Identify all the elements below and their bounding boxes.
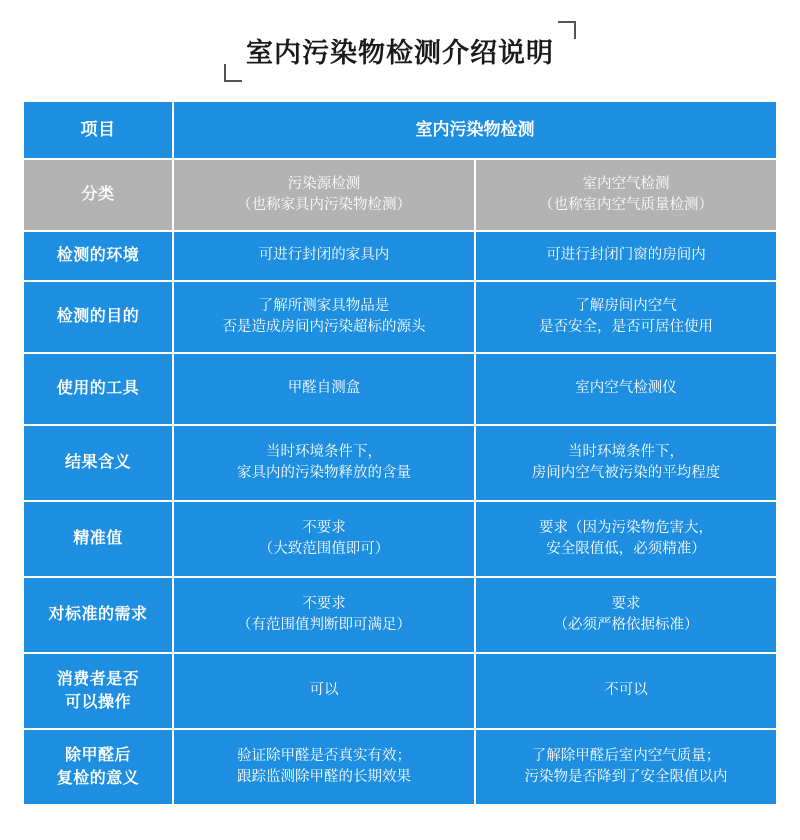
row-label-tools: 使用的工具 xyxy=(24,354,172,424)
cell-environment-col1 xyxy=(174,232,474,280)
header-row-label: 项目 xyxy=(24,102,172,158)
cell-line: 可以 xyxy=(309,682,339,699)
row-label-standard-need: 对标准的需求 xyxy=(24,578,172,652)
row-label-line: 可以操作 xyxy=(64,694,131,711)
cell-environment-col2 xyxy=(476,232,776,280)
title-decorated xyxy=(224,27,576,74)
cell-line: 污染物是否降到了安全限值以内 xyxy=(524,769,728,785)
table-row xyxy=(24,160,776,230)
cell-result-meaning-col1 xyxy=(174,426,474,500)
cell-tools-col2 xyxy=(476,354,776,424)
cell-standard-need-col2 xyxy=(476,578,776,652)
cell-recheck-meaning-col2 xyxy=(476,730,776,804)
comparison-table xyxy=(22,100,778,806)
corner-bracket-bottom-left-icon xyxy=(224,64,242,82)
corner-bracket-top-right-icon xyxy=(558,21,576,39)
table-row xyxy=(24,654,776,728)
cell-line: （必须严格依据标准） xyxy=(553,617,699,633)
cell-line: 跟踪监测除甲醛的长期效果 xyxy=(237,769,411,785)
cell-line: 是否安全，是否可居住使用 xyxy=(539,319,713,335)
cell-accuracy-col2 xyxy=(476,502,776,576)
cell-line: 验证除甲醛是否真实有效； xyxy=(237,747,411,764)
cell-line: 当时环境条件下， xyxy=(568,443,684,460)
cell-line: （也称室内空气质量检测） xyxy=(539,197,713,213)
table-row xyxy=(24,354,776,424)
cell-line: 安全限值低，必须精准） xyxy=(546,541,706,557)
cell-line: 了解房间内空气 xyxy=(575,297,677,314)
cell-line: 污染源检测 xyxy=(287,175,361,192)
cell-line: 不可以 xyxy=(604,682,648,699)
cell-classification-col1 xyxy=(174,160,474,230)
table-row xyxy=(24,232,776,280)
cell-line: 可进行封闭门窗的房间内 xyxy=(546,247,706,264)
row-label-environment: 检测的环境 xyxy=(24,232,172,280)
header-merged-label: 室内污染物检测 xyxy=(174,102,776,158)
cell-line: 要求 xyxy=(611,595,641,612)
table-row xyxy=(24,578,776,652)
row-label-purpose: 检测的目的 xyxy=(24,282,172,352)
table-row xyxy=(24,730,776,804)
table-row xyxy=(24,502,776,576)
cell-classification-col2 xyxy=(476,160,776,230)
cell-line: 室内空气检测仪 xyxy=(575,380,677,397)
cell-line: 室内空气检测 xyxy=(582,175,670,192)
cell-consumer-operable-col2 xyxy=(476,654,776,728)
cell-line: 不要求 xyxy=(302,519,346,536)
cell-line: 房间内空气被污染的平均程度 xyxy=(531,465,721,481)
cell-purpose-col2 xyxy=(476,282,776,352)
cell-line: 了解除甲醛后室内空气质量； xyxy=(531,747,721,764)
row-label-classification: 分类 xyxy=(24,160,172,230)
table-header-row xyxy=(24,102,776,158)
row-label-result-meaning: 结果含义 xyxy=(24,426,172,500)
cell-line: （大致范围值即可） xyxy=(258,541,390,557)
row-label-accuracy: 精准值 xyxy=(24,502,172,576)
cell-line: 甲醛自测盒 xyxy=(287,380,361,397)
title-text: 室内污染物检测介绍说明 xyxy=(246,37,554,68)
table-row xyxy=(24,282,776,352)
table-row xyxy=(24,426,776,500)
cell-line: 可进行封闭的家具内 xyxy=(258,247,390,264)
cell-line: 家具内的污染物释放的含量 xyxy=(237,465,411,481)
row-label-line: 除甲醛后 xyxy=(64,746,131,764)
row-label-line: 复检的意义 xyxy=(56,770,140,787)
cell-result-meaning-col2 xyxy=(476,426,776,500)
cell-line: （也称家具内污染物检测） xyxy=(237,197,411,213)
cell-consumer-operable-col1 xyxy=(174,654,474,728)
cell-accuracy-col1 xyxy=(174,502,474,576)
row-label-recheck-meaning xyxy=(24,730,172,804)
row-label-consumer-operable xyxy=(24,654,172,728)
cell-standard-need-col1 xyxy=(174,578,474,652)
comparison-table-wrapper xyxy=(0,100,800,806)
row-label-line: 消费者是否 xyxy=(56,670,140,688)
cell-line: 当时环境条件下， xyxy=(266,443,382,460)
cell-purpose-col1 xyxy=(174,282,474,352)
cell-line: 要求（因为污染物危害大， xyxy=(539,519,713,536)
cell-line: （有范围值判断即可满足） xyxy=(237,617,411,633)
cell-line: 不要求 xyxy=(302,595,346,612)
page-title xyxy=(0,0,800,100)
cell-tools-col1 xyxy=(174,354,474,424)
cell-recheck-meaning-col1 xyxy=(174,730,474,804)
cell-line: 否是造成房间内污染超标的源头 xyxy=(222,319,426,335)
cell-line: 了解所测家具物品是 xyxy=(258,297,390,314)
